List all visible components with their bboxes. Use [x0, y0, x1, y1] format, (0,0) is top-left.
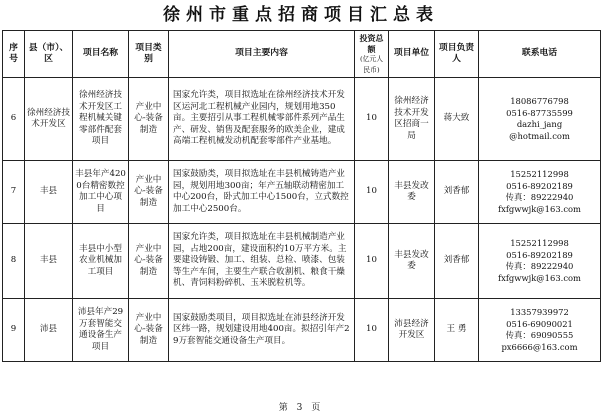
cell-investment: 10 [355, 299, 389, 362]
cell-seq: 9 [3, 299, 25, 362]
cell-unit: 沛县经济开发区 [389, 299, 435, 362]
contact-fax: 传真：89222940 [505, 261, 574, 271]
cell-name: 徐州经济技术开发区工程机械关键零部件配套项目 [73, 78, 129, 161]
page-number: 第 3 页 [278, 403, 324, 413]
contact-fax: 传真：89222940 [505, 192, 574, 202]
cell-unit: 徐州经济技术开发区招商一局 [389, 78, 435, 161]
cell-content: 国家鼓励类，项目拟选址在丰县机械铸造产业园，规划用地300亩；年产五轴联动精密加工中心200台，卧式加工中心1500台，立式数控加工中心2500台。 [169, 161, 355, 224]
contact-mobile: 15252112998 [510, 238, 569, 248]
cell-county: 丰县 [25, 161, 73, 224]
projects-table [2, 30, 601, 362]
table-row [3, 78, 601, 161]
cell-category: 产业中心-装备制造 [129, 161, 169, 224]
contact-email: fxfgwwjk@163.com [498, 272, 581, 283]
contact-mobile: 15252112998 [510, 169, 569, 179]
contact-phone: 0516-87735599 [506, 107, 573, 118]
cell-category: 产业中心-装备制造 [129, 299, 169, 362]
cell-name: 丰县年产4200台精密数控加工中心项目 [73, 161, 129, 224]
cell-name: 沛县年产29万套智能交通设备生产项目 [73, 299, 129, 362]
header-county: 县（市）、区 [25, 31, 73, 78]
cell-unit: 丰县发改委 [389, 224, 435, 299]
header-name: 项目名称 [73, 31, 129, 78]
page-title: 徐州市重点招商项目汇总表 [163, 5, 439, 25]
contact-email-user: dazhi_jang [516, 119, 563, 129]
header-investment [355, 31, 389, 78]
contact-mobile: 18086776798 [510, 96, 569, 106]
cell-investment: 10 [355, 161, 389, 224]
contact-email-domain: @hotmail.com [509, 130, 570, 141]
header-seq: 序号 [3, 31, 25, 78]
cell-contact [479, 224, 601, 299]
cell-person: 蒋大致 [435, 78, 479, 161]
cell-investment: 10 [355, 78, 389, 161]
cell-category: 产业中心-装备制造 [129, 224, 169, 299]
cell-county: 徐州经济技术开发区 [25, 78, 73, 161]
contact-mobile: 13357939972 [510, 307, 569, 317]
cell-county: 丰县 [25, 224, 73, 299]
cell-contact [479, 299, 601, 362]
table-header-row [3, 31, 601, 78]
table-row [3, 299, 601, 362]
contact-phone: 0516-89202189 [506, 180, 573, 191]
header-unit: 项目单位 [389, 31, 435, 78]
header-investment-label: 投资总额 [359, 33, 384, 54]
cell-name: 丰县中小型农业机械加工项目 [73, 224, 129, 299]
cell-category: 产业中心-装备制造 [129, 78, 169, 161]
contact-email: px6666@163.com [501, 341, 578, 352]
table-row [3, 161, 601, 224]
contact-fax: 传真：69090555 [505, 330, 574, 340]
header-content: 项目主要内容 [169, 31, 355, 78]
header-person: 项目负责人 [435, 31, 479, 78]
cell-seq: 7 [3, 161, 25, 224]
table-row [3, 224, 601, 299]
cell-seq: 6 [3, 78, 25, 161]
cell-content: 国家允许类，项目拟选址在徐州经济技术开发区运河北工程机械产业园内，规划用地350亩。主要招引从事工程机械零部件系列产品生产、研发、销售及配套服务的欧美企业，建成高端工程机械发动机配套零部件产业基地。 [169, 78, 355, 161]
cell-investment: 10 [355, 224, 389, 299]
cell-person: 王 勇 [435, 299, 479, 362]
contact-email: fxfgwwjk@163.com [498, 203, 581, 214]
cell-county: 沛县 [25, 299, 73, 362]
header-investment-unit: (亿元人民币) [359, 55, 384, 74]
header-contact: 联系电话 [479, 31, 601, 78]
cell-seq: 8 [3, 224, 25, 299]
header-category: 项目类别 [129, 31, 169, 78]
cell-contact [479, 78, 601, 161]
contact-phone: 0516-89202189 [506, 249, 573, 260]
cell-content: 国家允许类，项目拟选址在丰县机械制造产业园，占地200亩，建设面积约10万平方米。主要建设铸锻、加工、组装、总检、喷漆、包装等生产车间，主要生产联合收割机、粮食干燥机、青饲料粉碎机、玉米脱粒机等。 [169, 224, 355, 299]
cell-person: 刘香郁 [435, 161, 479, 224]
cell-person: 刘香郁 [435, 224, 479, 299]
cell-content: 国家鼓励类项目，项目拟选址在沛县经济开发区纬一路，规划建设用地400亩。拟招引年产29万套智能交通设备生产项目。 [169, 299, 355, 362]
contact-phone: 0516-69090021 [506, 318, 573, 329]
cell-contact [479, 161, 601, 224]
cell-unit: 丰县发改委 [389, 161, 435, 224]
